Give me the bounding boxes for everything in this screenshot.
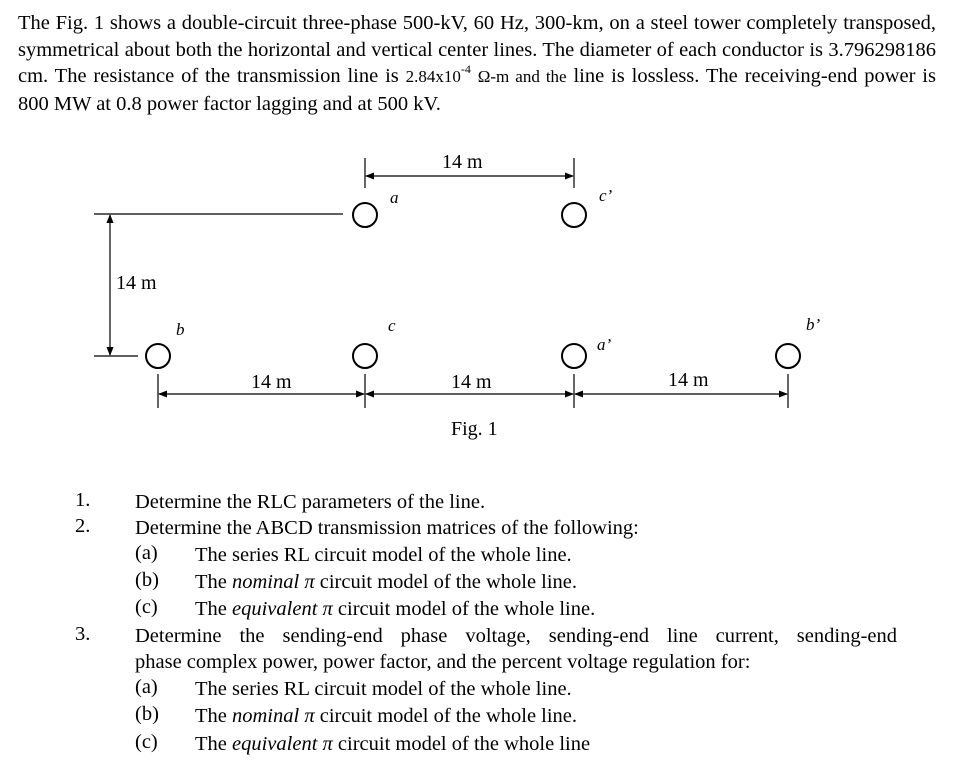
q3a-label: (a) xyxy=(135,676,158,698)
q3-text-line1: Determine the sending-end phase voltage, sending-end line current, sending-end xyxy=(135,625,897,647)
resistance-unit: Ω-m and the xyxy=(477,67,567,86)
q3b-text: The nominal π circuit model of the whole line. xyxy=(195,705,578,727)
q2-number: 2. xyxy=(75,515,91,537)
dim-vertical: 14 m xyxy=(116,272,157,294)
dim-bottom-2: 14 m xyxy=(451,371,492,393)
q3c-text: The equivalent π circuit model of the whole line xyxy=(195,733,591,755)
q3c-label: (c) xyxy=(135,731,158,753)
label-b-prime: b’ xyxy=(806,315,821,334)
q2a-text: The series RL circuit model of the whole line. xyxy=(195,544,572,566)
intro-text-1: The Fig. 1 shows a double-circuit three-phase 500-kV, 60 Hz, 300-km, on a steel tower completely transposed, symmetrical about both the horizontal and vertical center lines. The diameter of each conductor is 3.796298186 cm. The resistance of the transmission line is xyxy=(18,12,936,87)
q2a-label: (a) xyxy=(135,542,158,564)
intro-text-2: line is lossless. The receiving-end power is 800 MW at 0.8 power factor lagging and at 500 kV. xyxy=(18,65,936,115)
dim-bottom-1: 14 m xyxy=(251,371,292,393)
q3a-text: The series RL circuit model of the whole line. xyxy=(195,678,572,700)
q1-text: Determine the RLC parameters of the line. xyxy=(135,491,486,513)
q2b-label: (b) xyxy=(135,569,159,591)
q2c-text: The equivalent π circuit model of the whole line. xyxy=(195,598,596,620)
q3b-label: (b) xyxy=(135,703,159,725)
q2-text: Determine the ABCD transmission matrices of the following: xyxy=(135,517,639,539)
label-c: c xyxy=(388,316,396,335)
label-a: a xyxy=(390,188,399,207)
label-c-prime: c’ xyxy=(599,186,613,205)
q2b-text: The nominal π circuit model of the whole line. xyxy=(195,571,578,593)
figure-caption: Fig. 1 xyxy=(451,418,498,440)
dim-top: 14 m xyxy=(442,151,483,173)
resistance-exponent: -4 xyxy=(460,62,471,76)
q1-number: 1. xyxy=(75,489,91,511)
q2c-label: (c) xyxy=(135,596,158,618)
label-b: b xyxy=(176,320,185,339)
q3-text-line2: phase complex power, power factor, and the percent voltage regulation for: xyxy=(135,651,751,673)
label-a-prime: a’ xyxy=(597,335,612,354)
dim-bottom-3: 14 m xyxy=(668,369,709,391)
resistance-value: 2.84x10 xyxy=(405,67,461,86)
q3-number: 3. xyxy=(75,623,91,645)
